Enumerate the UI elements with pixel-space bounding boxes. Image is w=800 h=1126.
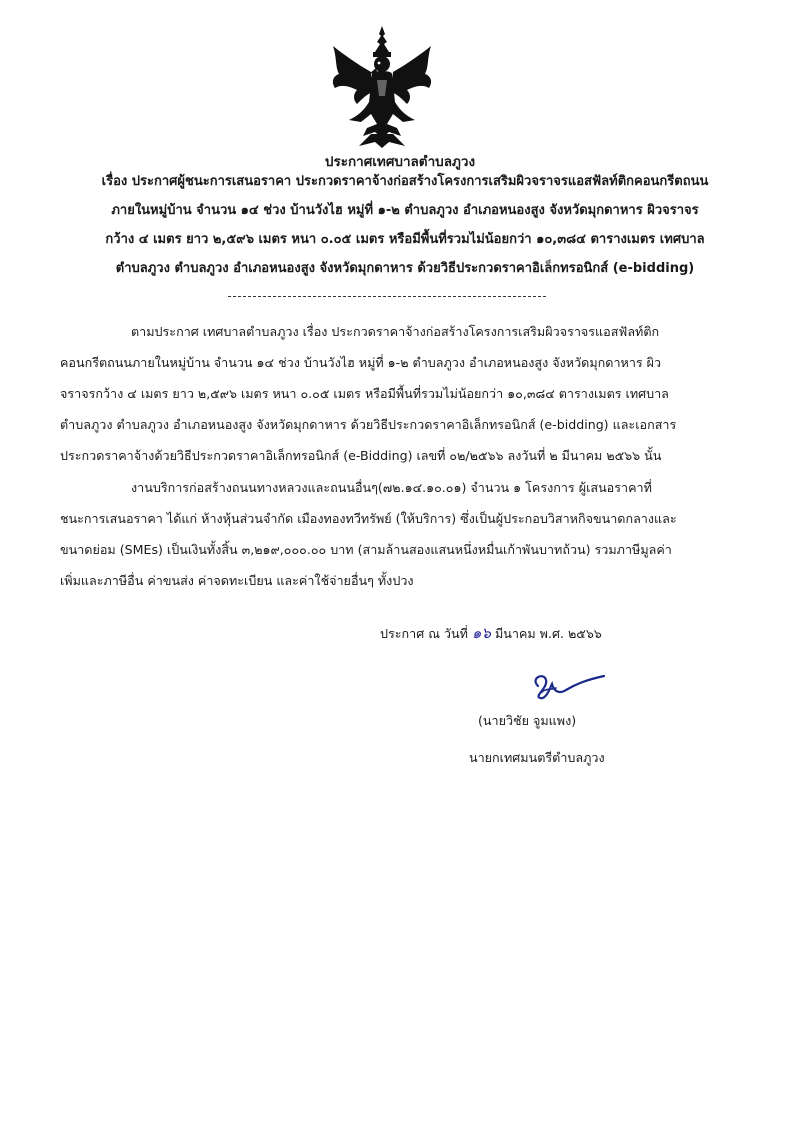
garuda-emblem-icon — [327, 24, 437, 148]
body-paragraph-1-line-4: ตำบลภูวง ตำบลภูวง อำเภอหนองสูง จังหวัดมุกดาหาร ด้วยวิธีประกวดราคาอิเล็กทรอนิกส์ (e-bidding) และเอกสาร — [60, 417, 677, 432]
subject-line-4: ตำบลภูวง ตำบลภูวง อำเภอหนองสูง จังหวัดมุกดาหาร ด้วยวิธีประกวดราคาอิเล็กทรอนิกส์ (e-bidding) — [115, 261, 695, 276]
announce-date — [380, 623, 602, 644]
body-paragraph-1-line-1: ตามประกาศ เทศบาลตำบลภูวง เรื่อง ประกวดราคาจ้างก่อสร้างโครงการเสริมผิวจราจรแอสฟัลท์ติก — [131, 324, 660, 339]
announce-date-suffix: มีนาคม พ.ศ. ๒๕๖๖ — [494, 626, 602, 641]
body-paragraph-1-line-5: ประกวดราคาจ้างด้วยวิธีประกวดราคาอิเล็กทรอนิกส์ (e-Bidding) เลขที่ ๐๒/๒๕๖๖ ลงวันที่ ๒ มีนาคม ๒๕๖๖ นั้น — [60, 448, 662, 463]
announce-date-prefix: ประกาศ ณ วันที่ — [380, 626, 468, 641]
body-paragraph-1-line-2: คอนกรีตถนนภายในหมู่บ้าน จำนวน ๑๔ ช่วง บ้านวังไฮ หมู่ที่ ๑-๒ ตำบลภูวง อำเภอหนองสูง จังหวัดมุกดาหาร ผิว — [60, 355, 662, 370]
body-paragraph-2-line-1: งานบริการก่อสร้างถนนทางหลวงและถนนอื่นๆ(๗๒.๑๔.๑๐.๐๑) จำนวน ๑ โครงการ ผู้เสนอราคาที่ — [131, 480, 652, 495]
announce-day-handwritten: ๑๖ — [471, 624, 491, 642]
signer-position: นายกเทศมนตรีตำบลภูวง — [469, 750, 605, 765]
handwritten-signature-icon — [520, 666, 610, 706]
body-paragraph-2-line-4: เพิ่มและภาษีอื่น ค่าขนส่ง ค่าจดทะเบียน และค่าใช้จ่ายอื่นๆ ทั้งปวง — [60, 573, 414, 588]
body-paragraph-2-line-2: ชนะการเสนอราคา ได้แก่ ห้างหุ้นส่วนจำกัด เมืองทองทวีทรัพย์ (ให้บริการ) ซึ่งเป็นผู้ประกอบวิสาหกิจขนาดกลางและ — [60, 511, 677, 526]
separator-line — [228, 296, 546, 297]
signer-name: (นายวิชัย จูมแพง) — [478, 713, 577, 728]
subject-line-3: กว้าง ๔ เมตร ยาว ๒,๕๙๖ เมตร หนา ๐.๐๕ เมตร หรือมีพื้นที่รวมไม่น้อยกว่า ๑๐,๓๘๔ ตารางเมตร เทศบาล — [105, 232, 705, 247]
subject-line-2: ภายในหมู่บ้าน จำนวน ๑๔ ช่วง บ้านวังไฮ หมู่ที่ ๑-๒ ตำบลภูวง อำเภอหนองสูง จังหวัดมุกดาหาร ผิวจราจร — [111, 203, 699, 218]
body-paragraph-1-line-3: จราจรกว้าง ๔ เมตร ยาว ๒,๕๙๖ เมตร หนา ๐.๐๕ เมตร หรือมีพื้นที่รวมไม่น้อยกว่า ๑๐,๓๘๔ ตารางเมตร เทศบาล — [60, 386, 669, 401]
page-title: ประกาศเทศบาลตำบลภูวง — [324, 154, 476, 170]
subject-line-1: เรื่อง ประกาศผู้ชนะการเสนอราคา ประกวดราคาจ้างก่อสร้างโครงการเสริมผิวจราจรแอสฟัลท์ติกคอนกรีตถนน — [101, 174, 709, 189]
body-paragraph-2-line-3: ขนาดย่อม (SMEs) เป็นเงินทั้งสิ้น ๓,๒๑๙,๐๐๐.๐๐ บาท (สามล้านสองแสนหนึ่งหมื่นเก้าพันบาทถ้วน) รวมภาษีมูลค่า — [60, 542, 672, 557]
